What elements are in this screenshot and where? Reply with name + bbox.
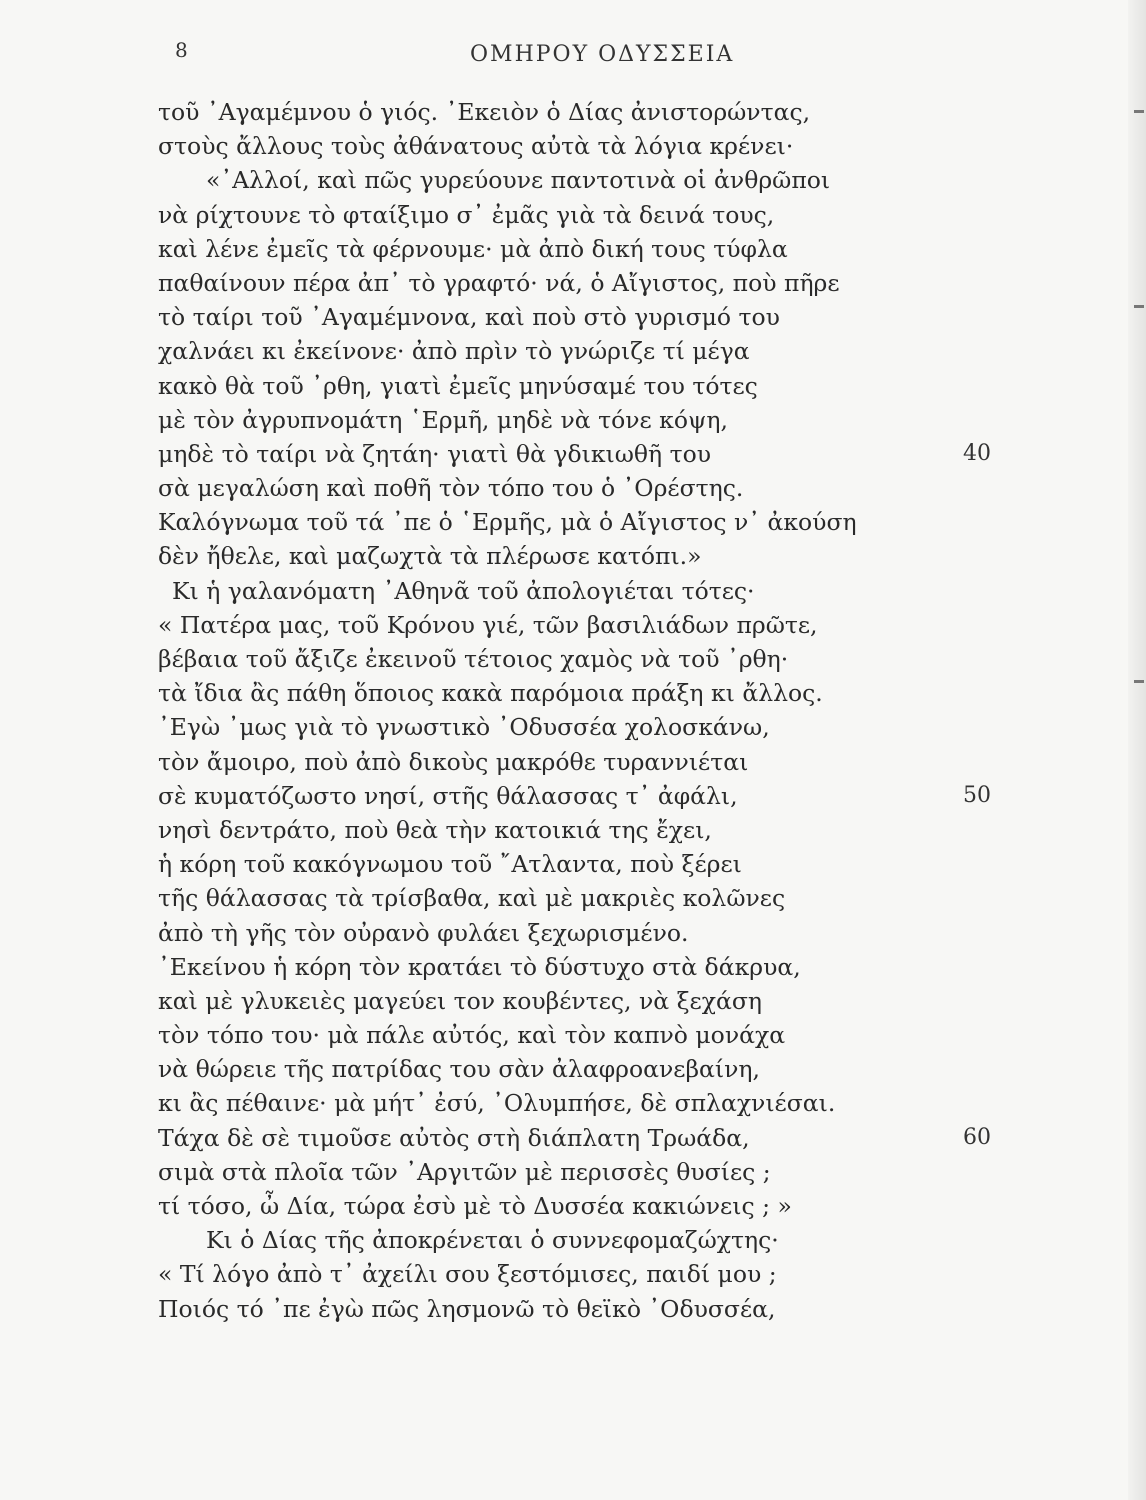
edge-mark	[1134, 110, 1144, 113]
verse-text: Κι ὁ Δίας τῆς ἀποκρένεται ὁ συννεφομαζώχτης·	[206, 1226, 779, 1255]
verse-text: κι ἂς πέθαινε· μὰ μήτ᾿ ἐσύ, ᾿Ολυμπήσε, δὲ σπλαχνιέσαι.	[158, 1089, 836, 1118]
verse-line	[158, 129, 918, 163]
page-edge-shadow	[1128, 0, 1146, 1500]
verse-text: ᾿Εκείνου ἡ κόρη τὸν κρατάει τὸ δύστυχο στὰ δάκρυα,	[158, 952, 801, 981]
verse-line	[158, 984, 918, 1018]
verse-line	[158, 232, 918, 266]
edge-mark	[1134, 305, 1144, 308]
verse-line	[158, 813, 918, 847]
running-title: ΟΜΗΡΟΥ ΟΔΥΣΣΕΙΑ	[470, 42, 735, 67]
verse-text: σὰ μεγαλώση καὶ ποθῆ τὸν τόπο του ὁ ᾿Ορέστης.	[158, 474, 744, 503]
verse-line	[158, 163, 918, 197]
verse-text: τὸ ταίρι τοῦ ᾿Αγαμέμνονα, καὶ ποὺ στὸ γυρισμό του	[158, 303, 780, 332]
verse-text: νὰ ρίχτουνε τὸ φταίξιμο σ᾿ ἐμᾶς γιὰ τὰ δεινά τους,	[158, 200, 775, 229]
verse-text: καὶ μὲ γλυκειὲς μαγεύει τον κουβέντες, νὰ ξεχάση	[158, 986, 762, 1015]
verse-line	[158, 1257, 918, 1291]
verse-text: Τάχα δὲ σὲ τιμοῦσε αὐτὸς στὴ διάπλατη Τρωάδα,	[158, 1123, 750, 1152]
verse-line	[158, 710, 918, 744]
verse-line	[158, 950, 918, 984]
verse-line	[158, 745, 918, 779]
verse-line	[158, 779, 991, 813]
verse-line	[158, 642, 918, 676]
verse-text: «᾿Αλλοί, καὶ πῶς γυρεύουνε παντοτινὰ οἱ ἀνθρῶποι	[206, 166, 831, 195]
page-number: 8	[175, 38, 188, 62]
verse-line	[158, 266, 918, 300]
verse-text: καὶ λένε ἐμεῖς τὰ φέρνουμε· μὰ ἀπὸ δική τους τύφλα	[158, 234, 788, 263]
verse-text: σὲ κυματόζωστο νησί, στῆς θάλασσας τ᾿ ἀφάλι,	[158, 781, 738, 810]
verse-text: νησὶ δεντράτο, ποὺ θεὰ τὴν κατοικιά της ἔχει,	[158, 815, 712, 844]
verse-line	[158, 1086, 918, 1120]
verse-text: Κι ἡ γαλανόματη ᾿Αθηνᾶ τοῦ ἀπολογιέται τότες·	[172, 576, 755, 605]
verse-line	[158, 471, 918, 505]
verse-line	[158, 1292, 918, 1326]
verse-line	[158, 334, 918, 368]
verse-line	[158, 1155, 918, 1189]
verse-text: σιμὰ στὰ πλοῖα τῶν ᾿Αργιτῶν μὲ περισσὲς θυσίες ;	[158, 1157, 771, 1186]
verse-text: τοῦ ᾿Αγαμέμνου ὁ γιός. ᾿Εκειὸν ὁ Δίας ἀνιστορώντας,	[158, 98, 811, 126]
verse-text: χαλνάει κι ἐκείνονε· ἀπὸ πρὶν τὸ γνώριζε τί μέγα	[158, 337, 750, 366]
verse-line	[158, 95, 918, 129]
verse-line	[158, 539, 918, 573]
verse-line	[158, 1052, 918, 1086]
verse-line	[158, 574, 918, 608]
verse-block	[158, 95, 991, 1326]
verse-line	[158, 437, 991, 471]
verse-line	[158, 1189, 918, 1223]
verse-line	[158, 847, 918, 881]
verse-line	[158, 369, 918, 403]
verse-text: « Πατέρα μας, τοῦ Κρόνου γιέ, τῶν βασιλιάδων πρῶτε,	[158, 610, 818, 639]
verse-text: κακὸ θὰ τοῦ ᾿ρθη, γιατὶ ἐμεῖς μηνύσαμέ του τότες	[158, 371, 758, 400]
verse-text: ἡ κόρη τοῦ κακόγνωμου τοῦ ῎Ατλαντα, ποὺ ξέρει	[158, 850, 742, 879]
verse-text: μηδὲ τὸ ταίρι νὰ ζητάη· γιατὶ θὰ γδικιωθῆ του	[158, 439, 712, 468]
verse-text: Ποιός τό ᾿πε ἐγὼ πῶς λησμονῶ τὸ θεϊκὸ ᾿Οδυσσέα,	[158, 1294, 776, 1323]
verse-text: νὰ θώρειε τῆς πατρίδας του σὰν ἀλαφροανεβαίνη,	[158, 1055, 760, 1084]
verse-line	[158, 300, 918, 334]
verse-text: τῆς θάλασσας τὰ τρίσβαθα, καὶ μὲ μακριὲς κολῶνες	[158, 884, 786, 913]
verse-line	[158, 916, 918, 950]
verse-text: « Τί λόγο ἀπὸ τ᾿ ἀχείλι σου ξεστόμισες, παιδί μου ;	[158, 1260, 777, 1289]
verse-text: Καλόγνωμα τοῦ τά ᾿πε ὁ ῾Ερμῆς, μὰ ὁ Αἴγιστος ν᾿ ἀκούση	[158, 508, 857, 537]
verse-line	[158, 881, 918, 915]
verse-line	[158, 198, 918, 232]
verse-text: ἀπὸ τὴ γῆς τὸν οὐρανὸ φυλάει ξεχωρισμένο.	[158, 918, 689, 947]
verse-line	[158, 676, 918, 710]
verse-line	[158, 403, 918, 437]
verse-text: στοὺς ἄλλους τοὺς ἀθάνατους αὐτὰ τὰ λόγια κρένει·	[158, 132, 794, 161]
verse-text: μὲ τὸν ἀγρυπνομάτη ῾Ερμῆ, μηδὲ νὰ τόνε κόψη,	[158, 405, 728, 434]
verse-line	[158, 1121, 991, 1155]
verse-text: τὸν ἄμοιρο, ποὺ ἀπὸ δικοὺς μακρόθε τυραννιέται	[158, 747, 749, 776]
verse-line	[158, 1018, 918, 1052]
line-number: 50	[963, 782, 991, 808]
verse-text: τὸν τόπο του· μὰ πάλε αὐτός, καὶ τὸν καπνὸ μονάχα	[158, 1021, 786, 1050]
verse-line	[158, 505, 918, 539]
verse-line	[158, 1223, 918, 1257]
verse-text: βέβαια τοῦ ἄξιζε ἐκεινοῦ τέτοιος χαμὸς νὰ τοῦ ᾿ρθη·	[158, 645, 789, 673]
line-number: 40	[963, 440, 991, 466]
verse-text: παθαίνουν πέρα ἀπ᾿ τὸ γραφτό· νά, ὁ Αἴγιστος, ποὺ πῆρε	[158, 268, 840, 297]
line-number: 60	[963, 1124, 991, 1150]
verse-text: δὲν ἤθελε, καὶ μαζωχτὰ τὰ πλέρωσε κατόπι.»	[158, 542, 702, 571]
verse-text: τί τόσο, ὦ Δία, τώρα ἐσὺ μὲ τὸ Δυσσέα κακιώνεις ; »	[158, 1192, 792, 1220]
verse-text: τὰ ἴδια ἂς πάθη ὅποιος κακὰ παρόμοια πράξη κι ἄλλος.	[158, 679, 823, 708]
verse-line	[158, 608, 918, 642]
edge-mark	[1134, 680, 1144, 683]
verse-text: ᾿Εγὼ ᾿μως γιὰ τὸ γνωστικὸ ᾿Οδυσσέα χολοσκάνω,	[158, 713, 770, 742]
